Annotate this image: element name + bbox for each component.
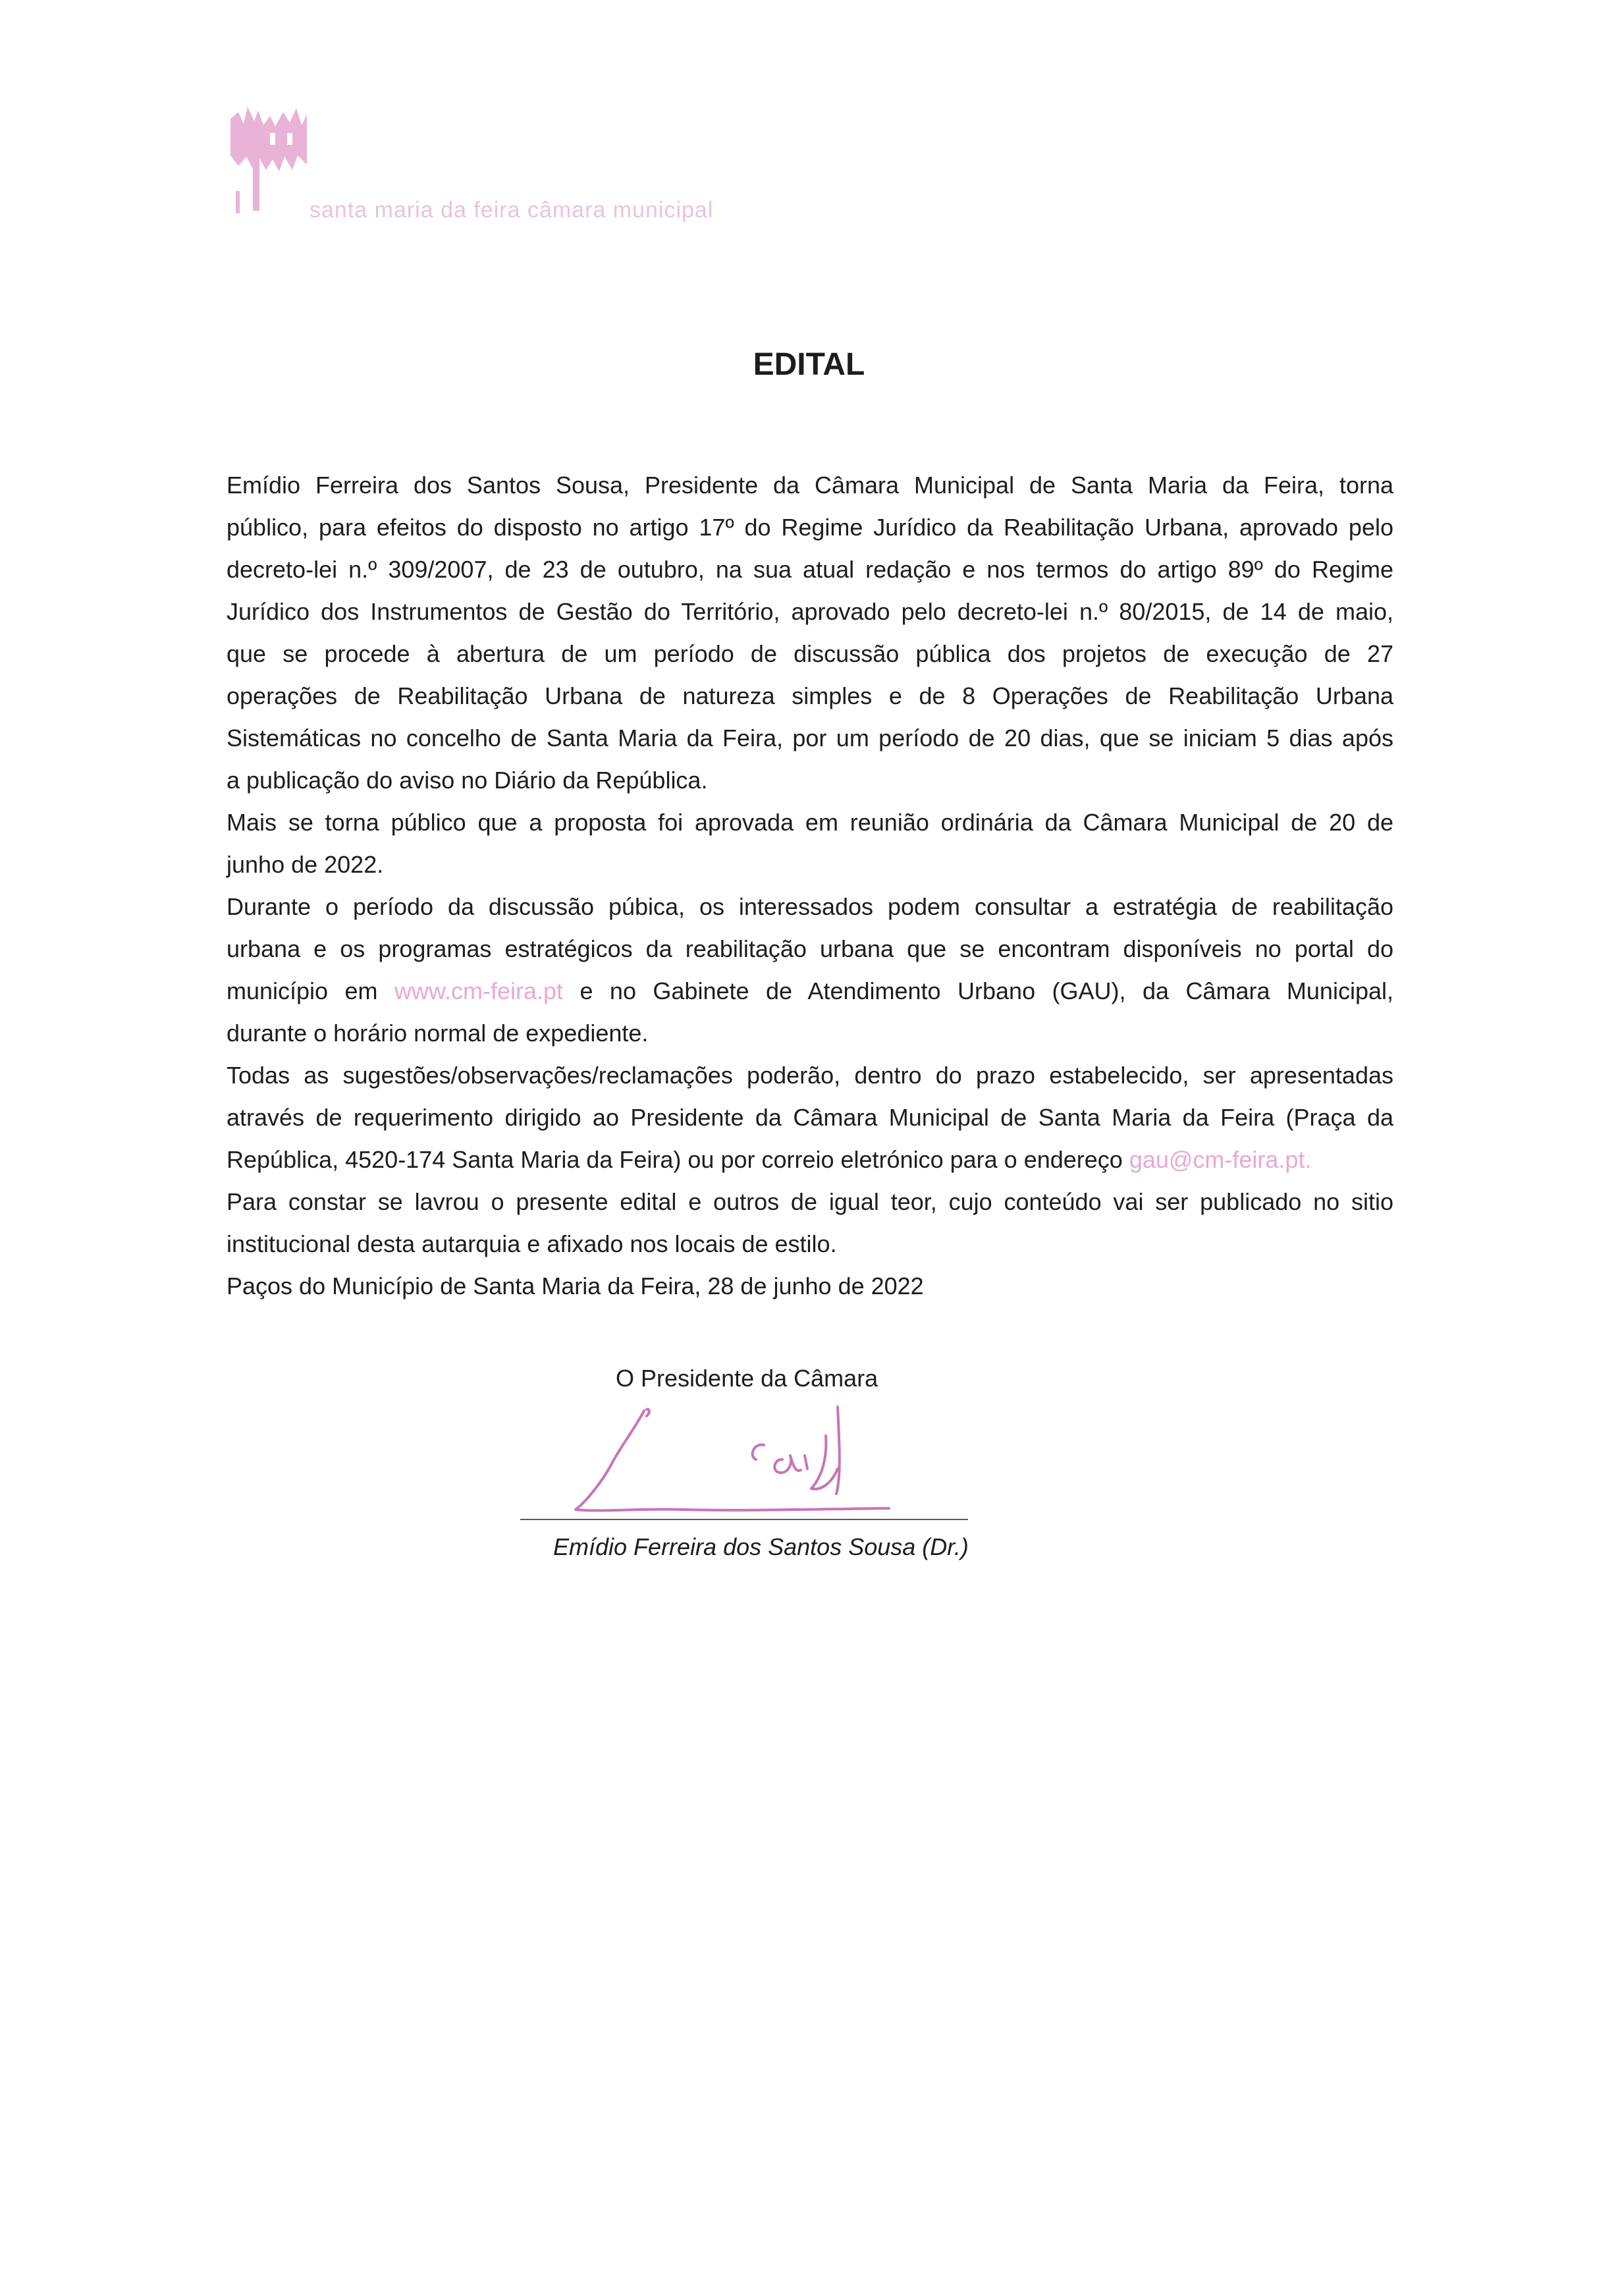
text-fragment: República, 4520-174 Santa Maria da Feira) ou por correio eletrónico para o endereço xyxy=(227,1146,1129,1173)
text-line: Emídio Ferreira dos Santos Sousa, Presidente da Câmara Municipal de Santa Maria da Feira, torna xyxy=(227,472,1393,499)
paragraph-consultation xyxy=(227,886,1393,1054)
signatory-title: O Presidente da Câmara xyxy=(616,1365,878,1392)
text-line: junho de 2022. xyxy=(227,851,384,878)
text-line: Durante o período da discussão púbica, os interessados podem consultar a estratégia de reabilitação xyxy=(227,893,1393,920)
signature xyxy=(573,1396,915,1525)
place-and-date xyxy=(227,1265,1393,1307)
paragraph-publication xyxy=(227,1181,1393,1265)
paragraph-approval xyxy=(227,802,1393,886)
document-body xyxy=(227,464,1393,1307)
website-link[interactable]: www.cm-feira.pt xyxy=(394,977,564,1004)
logo-text: santa maria da feira câmara municipal xyxy=(310,198,714,223)
text-line: institucional desta autarquia e afixado nos locais de estilo. xyxy=(227,1230,837,1257)
text-line: Para constar se lavrou o presente edital e outros de igual teor, cujo conteúdo vai ser publicado no sitio xyxy=(227,1188,1393,1215)
text-line: Sistemáticas no concelho de Santa Maria da Feira, por um período de 20 dias, que se iniciam 5 dias após xyxy=(227,724,1393,752)
text-line: durante o horário normal de expediente. xyxy=(227,1020,649,1047)
text-line: urbana e os programas estratégicos da reabilitação urbana que se encontram disponíveis no portal do xyxy=(227,935,1393,962)
text-line xyxy=(227,970,1393,1012)
text-line: público, para efeitos do disposto no artigo 17º do Regime Jurídico da Reabilitação Urbana, aprovado pelo xyxy=(227,514,1393,541)
text-line: a publicação do aviso no Diário da República. xyxy=(227,767,708,794)
text-line: Jurídico dos Instrumentos de Gestão do Território, aprovado pelo decreto-lei n.º 80/2015, de 14 de maio, xyxy=(227,598,1393,625)
text-fragment: e no Gabinete de Atendimento Urbano (GAU), da Câmara Municipal, xyxy=(563,977,1393,1004)
handwritten-signature-icon xyxy=(573,1396,915,1521)
document-title: EDITAL xyxy=(753,347,865,382)
text-line: que se procede à abertura de um período de discussão pública dos projetos de execução de 27 xyxy=(227,640,1393,667)
text-line: Paços do Município de Santa Maria da Feira, 28 de junho de 2022 xyxy=(227,1272,924,1299)
signature-line xyxy=(520,1519,968,1520)
text-line xyxy=(227,1139,1393,1181)
text-line: através de requerimento dirigido ao Presidente da Câmara Municipal de Santa Maria da Feira (Praça da xyxy=(227,1104,1393,1131)
paragraph-announcement xyxy=(227,464,1393,802)
paragraph-suggestions xyxy=(227,1054,1393,1181)
municipal-castle-logo-icon xyxy=(224,92,316,224)
text-line: operações de Reabilitação Urbana de natureza simples e de 8 Operações de Reabilitação Urbana xyxy=(227,682,1393,709)
municipal-logo xyxy=(224,92,817,237)
text-fragment: município em xyxy=(227,977,394,1004)
text-line: decreto-lei n.º 309/2007, de 23 de outubro, na sua atual redação e nos termos do artigo 89º do Regime xyxy=(227,556,1393,583)
signatory-name: Emídio Ferreira dos Santos Sousa (Dr.) xyxy=(553,1533,969,1560)
text-line: Mais se torna público que a proposta foi aprovada em reunião ordinária da Câmara Municipal de 20 de xyxy=(227,809,1393,836)
email-link[interactable]: gau@cm-feira.pt. xyxy=(1129,1146,1312,1173)
text-line: Todas as sugestões/observações/reclamações poderão, dentro do prazo estabelecido, ser apresentadas xyxy=(227,1062,1393,1089)
